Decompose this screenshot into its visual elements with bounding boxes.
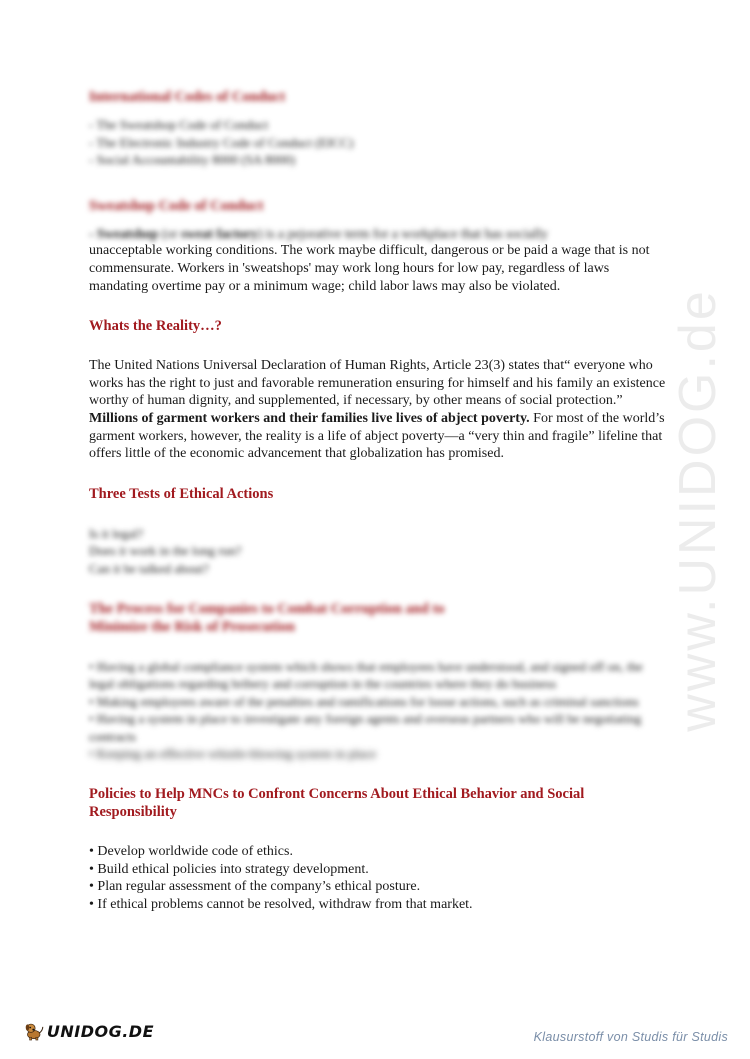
section-heading: Whats the Reality…? — [89, 318, 222, 335]
list-item: • Build ethical policies into strategy development. — [89, 861, 369, 877]
section-intl-codes — [89, 88, 669, 169]
section-heading: Three Tests of Ethical Actions — [89, 485, 274, 502]
list-item: • Keeping an effective whistle-blowing system in place — [89, 746, 376, 762]
list-item: Does it work in the long run? — [89, 543, 242, 559]
sweatshop-paragraph: unacceptable working conditions. The work maybe difficult, dangerous or be paid a wage that is not commensurate. Workers in 'sweatshops' may work long hours for low pay, regardless of laws mandating overtime pay or a minimum wage; child labor laws may also be violated. — [89, 243, 650, 294]
section-heading: International Codes of Conduct — [89, 89, 286, 105]
logo-text: UNIDOG.DE — [46, 1021, 154, 1041]
reality-paragraph: The United Nations Universal Declaration of Human Rights, Article 23(3) states that“ everyone who works has the right to just and favorable remuneration ensuring for himself and his family an existence worthy of human dignity, and supplemented, if necessary, by other means of social protection.” Millions of garment workers and their families live lives of abject poverty. For most of the world’s garment workers, however, the reality is a life of abject poverty—a “very thin and fragile” lifeline that offers little of the economic advancement that globalization has promised. — [89, 358, 666, 462]
watermark — [658, 280, 738, 740]
list-item: • Making employees aware of the penalties and ramifications for loose actions, such as criminal sanctions — [89, 693, 639, 709]
policies-list — [89, 843, 669, 913]
section-sweatshop — [89, 197, 669, 295]
list-item: - Social Accountability 8000 (SA 8000) — [89, 152, 296, 168]
footer-tagline: Klausurstoff von Studis für Studis — [533, 1030, 728, 1044]
list-item: • Plan regular assessment of the company’s ethical posture. — [89, 879, 421, 895]
list-item: Is it legal? — [89, 525, 144, 541]
section-process — [89, 600, 669, 764]
section-three-tests — [89, 485, 669, 578]
list-item: - The Sweatshop Code of Conduct — [89, 117, 269, 132]
sweatshop-first-line: - Sweatshop (or sweat factory) is a pejorative term for a workplace that has socially — [89, 225, 548, 241]
section-heading: Policies to Help MNCs to Confront Concerns About Ethical Behavior and Social Responsibility — [89, 786, 585, 821]
list-item: • Having a global compliance system which shows that employees have understood, and signed off on, the legal obligations regarding bribery and corruption in the countries where they do business — [89, 658, 643, 692]
process-list — [89, 658, 669, 764]
section-policies — [89, 785, 669, 913]
intl-codes-list — [89, 116, 669, 169]
process-heading: The Process for Companies to Combat Corruption and to Minimize the Risk of Prosecution — [89, 600, 445, 635]
list-item: • Develop worldwide code of ethics. — [89, 844, 293, 860]
list-item: Can it be talked about? — [89, 560, 209, 576]
section-reality — [89, 317, 669, 463]
tests-list — [89, 525, 669, 578]
reality-bold-statement: Millions of garment workers and their families live lives of abject poverty. — [89, 410, 530, 426]
section-heading: Sweatshop Code of Conduct — [89, 197, 264, 214]
list-item: • Having a system in place to investigate any foreign agents and overseas partners who will be negotiating contracts — [89, 711, 642, 744]
watermark-text: www.UNIDOG.de — [669, 288, 727, 732]
unidog-logo[interactable] — [24, 1014, 154, 1048]
list-item: • If ethical problems cannot be resolved, withdraw from that market. — [89, 896, 473, 912]
document-body — [89, 88, 669, 913]
list-item: - The Electronic Industry Code of Conduct (EICC) — [89, 134, 354, 150]
dog-icon — [24, 1016, 45, 1046]
